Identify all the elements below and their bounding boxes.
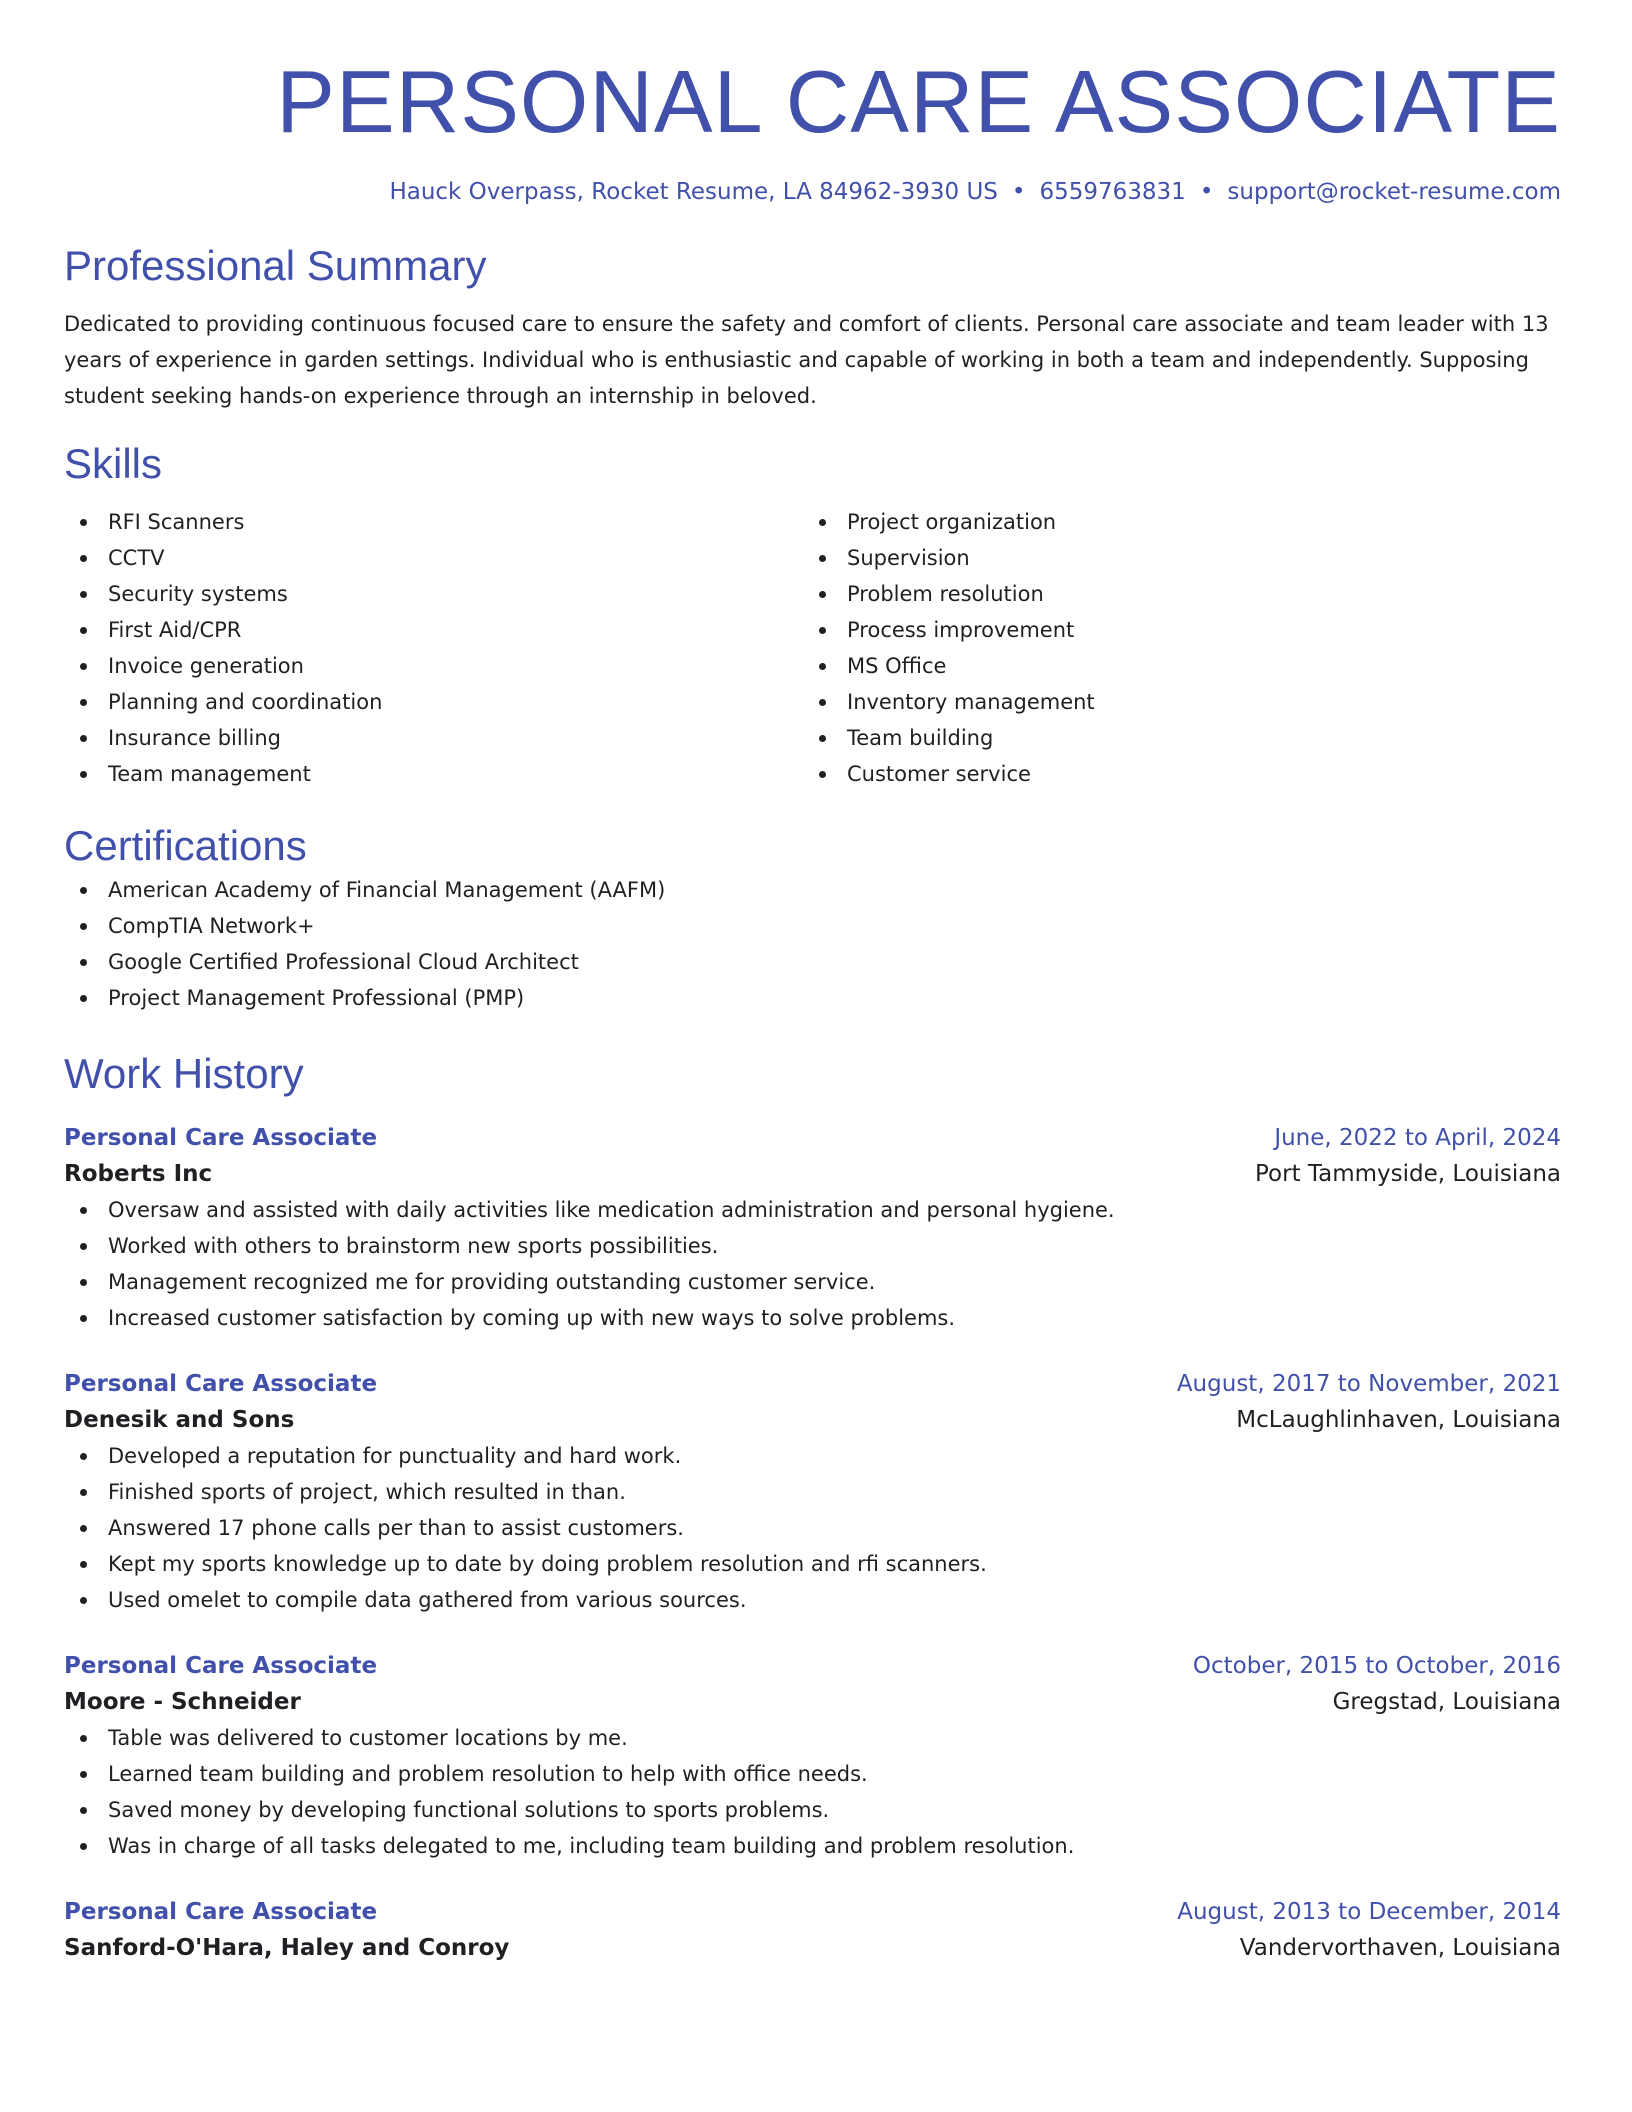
job-header-row (64, 1120, 1561, 1156)
job-duties-list (64, 1438, 1561, 1618)
skill-item: Insurance billing (64, 720, 803, 756)
skill-item: Team management (64, 756, 803, 792)
certifications-heading: Certifications (64, 822, 307, 869)
work-history-heading: Work History (64, 1050, 304, 1097)
skills-column-left (64, 504, 803, 792)
certification-item: CompTIA Network+ (64, 908, 1561, 944)
job-duty: Was in charge of all tasks delegated to me, including team building and problem resolution. (64, 1828, 1561, 1864)
job-header-row (64, 1648, 1561, 1684)
skill-item: Invoice generation (64, 648, 803, 684)
job-duty: Kept my sports knowledge up to date by doing problem resolution and rfi scanners. (64, 1546, 1561, 1582)
job-dates: October, 2015 to October, 2016 (1192, 1653, 1561, 1679)
skill-item: MS Office (803, 648, 1542, 684)
summary-text: Dedicated to providing continuous focused care to ensure the safety and comfort of clients. Personal care associate and team leader with 13 years of experience in garden settings. Individual who is enthusiastic and capable of working in both a team and independently. Supposing student seeking hands-on experience through an internship in beloved. (64, 312, 1549, 408)
job-duty: Increased customer satisfaction by coming up with new ways to solve problems. (64, 1300, 1561, 1336)
job-role: Personal Care Associate (64, 1653, 378, 1679)
certification-item: American Academy of Financial Management (AAFM) (64, 872, 1561, 908)
job-header-row (64, 1894, 1561, 1930)
job-duty: Learned team building and problem resolution to help with office needs. (64, 1756, 1561, 1792)
skill-item: Project organization (803, 504, 1542, 540)
job-entry (64, 1366, 1561, 1618)
contact-phone: 6559763831 (1039, 179, 1186, 205)
skills-list-left (64, 504, 803, 792)
job-location: McLaughlinhaven, Louisiana (1236, 1407, 1561, 1433)
skill-item: Planning and coordination (64, 684, 803, 720)
contact-line (64, 176, 1561, 208)
skill-item: Customer service (803, 756, 1542, 792)
job-duties-list (64, 1192, 1561, 1336)
contact-separator: • (1011, 179, 1026, 205)
skill-item: CCTV (64, 540, 803, 576)
skill-item: Security systems (64, 576, 803, 612)
skill-item: Team building (803, 720, 1542, 756)
skill-item: RFI Scanners (64, 504, 803, 540)
job-company: Denesik and Sons (64, 1407, 295, 1433)
job-company-row (64, 1402, 1561, 1438)
skills-columns (64, 504, 1561, 792)
contact-separator: • (1199, 179, 1214, 205)
resume-name: PERSONAL CARE ASSOCIATE (276, 52, 1561, 151)
job-duty: Used omelet to compile data gathered from various sources. (64, 1582, 1561, 1618)
job-duty: Table was delivered to customer locations by me. (64, 1720, 1561, 1756)
job-duty: Answered 17 phone calls per than to assist customers. (64, 1510, 1561, 1546)
job-company: Moore - Schneider (64, 1689, 301, 1715)
job-duties-list (64, 1720, 1561, 1864)
job-role: Personal Care Associate (64, 1125, 378, 1151)
job-company-row (64, 1684, 1561, 1720)
job-duty: Management recognized me for providing outstanding customer service. (64, 1264, 1561, 1300)
job-company: Sanford-O'Hara, Haley and Conroy (64, 1935, 510, 1961)
job-entry (64, 1894, 1561, 1966)
job-entry (64, 1648, 1561, 1864)
skills-heading: Skills (64, 440, 163, 487)
job-duty: Worked with others to brainstorm new sports possibilities. (64, 1228, 1561, 1264)
job-location: Port Tammyside, Louisiana (1255, 1161, 1561, 1187)
certifications-list (64, 872, 1561, 1016)
job-role: Personal Care Associate (64, 1899, 378, 1925)
job-location: Vandervorthaven, Louisiana (1239, 1935, 1561, 1961)
contact-address: Hauck Overpass, Rocket Resume, LA 84962-3930 US (389, 179, 998, 205)
job-company: Roberts Inc (64, 1161, 213, 1187)
job-duty: Oversaw and assisted with daily activities like medication administration and personal hygiene. (64, 1192, 1561, 1228)
job-entry (64, 1120, 1561, 1336)
certification-item: Project Management Professional (PMP) (64, 980, 1561, 1016)
job-dates: August, 2013 to December, 2014 (1177, 1899, 1561, 1925)
job-company-row (64, 1156, 1561, 1192)
skill-item: Inventory management (803, 684, 1542, 720)
skill-item: Problem resolution (803, 576, 1542, 612)
certification-item: Google Certified Professional Cloud Architect (64, 944, 1561, 980)
job-duty: Finished sports of project, which resulted in than. (64, 1474, 1561, 1510)
resume-page (64, 0, 1561, 1966)
job-header-row (64, 1366, 1561, 1402)
job-dates: August, 2017 to November, 2021 (1176, 1371, 1561, 1397)
job-company-row (64, 1930, 1561, 1966)
skill-item: Process improvement (803, 612, 1542, 648)
contact-email[interactable]: support@rocket-resume.com (1227, 179, 1561, 205)
skills-column-right (803, 504, 1542, 792)
job-role: Personal Care Associate (64, 1371, 378, 1397)
skill-item: First Aid/CPR (64, 612, 803, 648)
job-dates: June, 2022 to April, 2024 (1274, 1125, 1561, 1151)
summary-heading: Professional Summary (64, 242, 487, 289)
job-duty: Saved money by developing functional solutions to sports problems. (64, 1792, 1561, 1828)
job-location: Gregstad, Louisiana (1332, 1689, 1561, 1715)
skills-list-right (803, 504, 1542, 792)
skill-item: Supervision (803, 540, 1542, 576)
job-duty: Developed a reputation for punctuality and hard work. (64, 1438, 1561, 1474)
